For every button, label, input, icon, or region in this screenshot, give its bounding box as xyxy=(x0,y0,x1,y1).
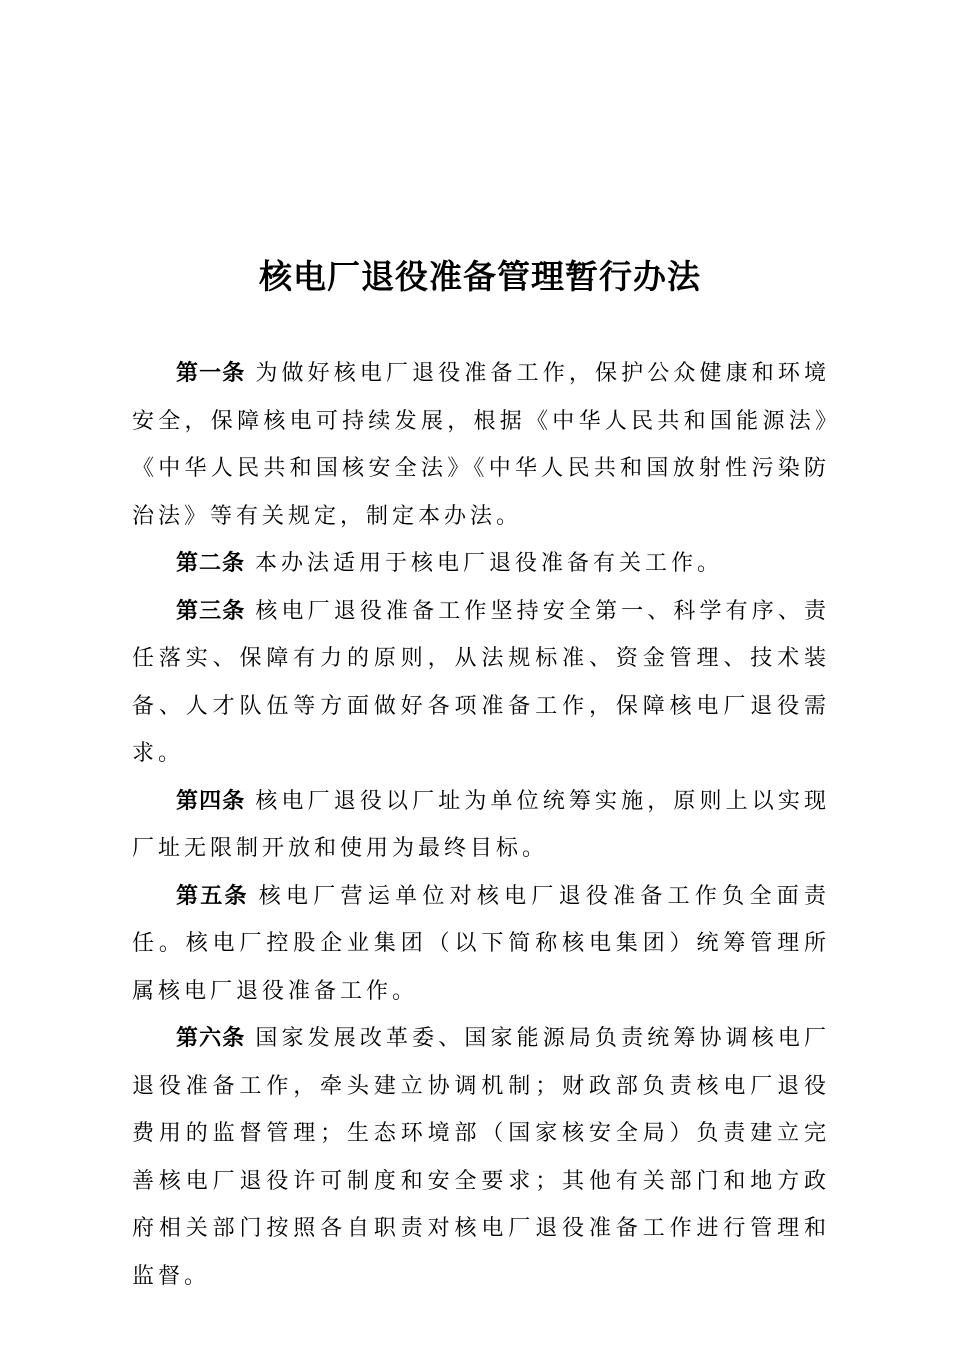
article-text: 国家发展改革委、国家能源局负责统筹协调核电厂退役准备工作，牵头建立协调机制；财政部负责核电厂退役费用的监督管理；生态环境部（国家核安全局）负责建立完善核电厂退役许可制度和安全要求；其他有关部门和地方政府相关部门按照各自职责对核电厂退役准备工作进行管理和监督。 xyxy=(132,1026,830,1289)
article-text: 核电厂退役以厂址为单位统筹实施，原则上以实现厂址无限制开放和使用为最终目标。 xyxy=(132,788,830,861)
article-number: 第二条 xyxy=(176,551,246,576)
article-6 xyxy=(132,1015,830,1300)
article-text: 为做好核电厂退役准备工作，保护公众健康和环境安全，保障核电可持续发展，根据《中华人民共和国能源法》《中华人民共和国核安全法》《中华人民共和国放射性污染防治法》等有关规定，制定本办法。 xyxy=(132,361,830,529)
article-1 xyxy=(132,350,830,540)
article-number: 第四条 xyxy=(176,788,246,814)
article-text: 核电厂营运单位对核电厂退役准备工作负全面责任。核电厂控股企业集团（以下简称核电集团）统筹管理所属核电厂退役准备工作。 xyxy=(132,883,830,1004)
article-number: 第五条 xyxy=(176,883,249,909)
article-number: 第一条 xyxy=(176,361,246,386)
document-title: 核电厂退役准备管理暂行办法 xyxy=(259,257,701,296)
article-text: 核电厂退役准备工作坚持安全第一、科学有序、责任落实、保障有力的原则，从法规标准、资金管理、技术装备、人才队伍等方面做好各项准备工作，保障核电厂退役需求。 xyxy=(132,598,830,766)
article-2 xyxy=(132,540,830,588)
document-body xyxy=(132,350,830,1300)
article-3 xyxy=(132,588,830,778)
article-text: 本办法适用于核电厂退役准备有关工作。 xyxy=(255,551,724,576)
article-number: 第六条 xyxy=(176,1026,246,1051)
article-5 xyxy=(132,873,830,1016)
article-number: 第三条 xyxy=(176,598,246,624)
article-4 xyxy=(132,778,830,873)
